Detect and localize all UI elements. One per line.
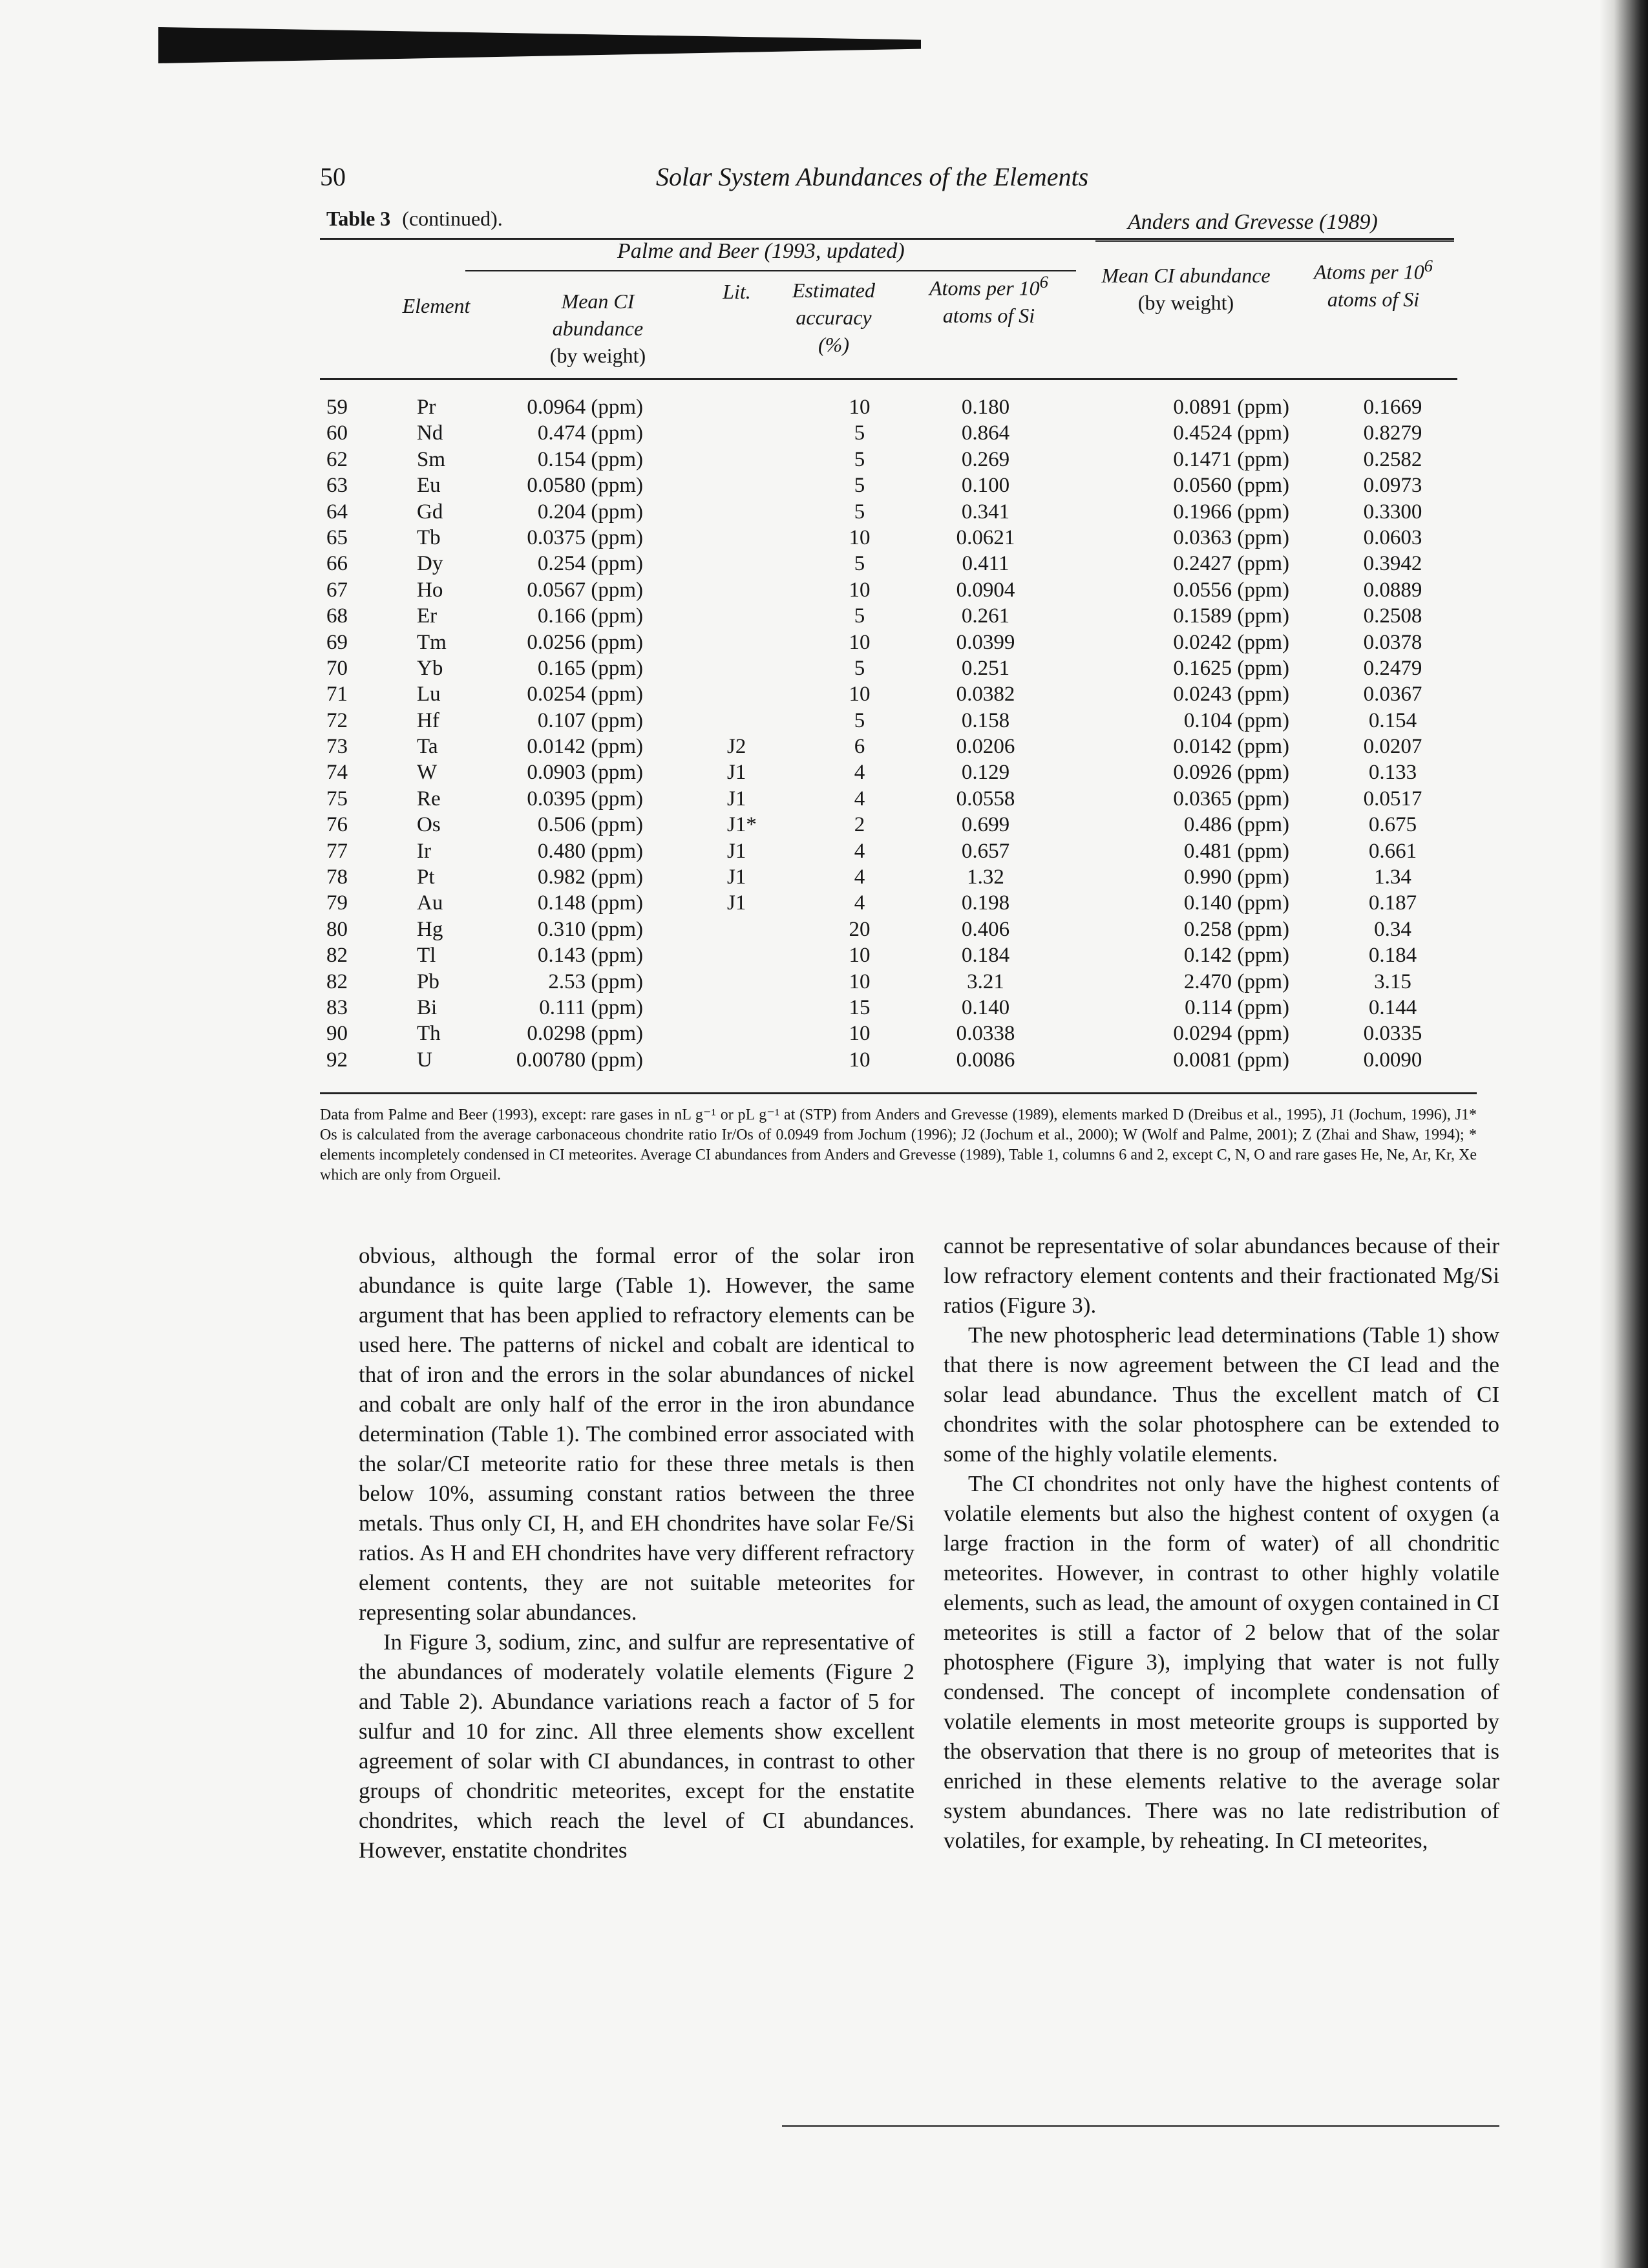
mean-ci-cell: 0.0375 (ppm) xyxy=(527,525,643,549)
element-cell: Nd xyxy=(417,421,443,445)
col-head-ag-atoms xyxy=(1289,252,1457,313)
accuracy-cell: 10 xyxy=(849,944,871,968)
accuracy-cell: 5 xyxy=(854,656,865,680)
ag-atoms-per-si-cell: 1.34 xyxy=(1374,865,1411,889)
atoms-per-si-cell: 0.341 xyxy=(961,500,1010,524)
table-row xyxy=(320,472,1499,498)
atoms-per-si-cell: 0.0558 xyxy=(956,787,1015,811)
col-head-lit: Lit. xyxy=(723,280,751,303)
running-head xyxy=(320,162,1499,200)
element-cell: Lu xyxy=(417,683,441,706)
col-head-mean-text: Mean CI abundance xyxy=(552,290,644,340)
element-cell: Os xyxy=(417,813,441,837)
lit-cell: J1 xyxy=(727,787,746,811)
element-cell: Pr xyxy=(417,396,436,419)
element-cell: Ho xyxy=(417,578,443,602)
ag-mean-ci-cell: 0.0365 (ppm) xyxy=(1173,787,1289,811)
page xyxy=(320,116,1499,2004)
mean-ci-cell: 0.143 (ppm) xyxy=(537,944,643,968)
table-row xyxy=(320,890,1499,916)
table-row xyxy=(320,603,1499,629)
ag-mean-ci-cell: 0.0294 (ppm) xyxy=(1173,1022,1289,1046)
mean-ci-cell: 0.107 (ppm) xyxy=(537,708,643,732)
atomic-number-cell: 77 xyxy=(326,839,348,863)
atomic-number-cell: 80 xyxy=(326,917,348,941)
atoms-per-si-cell: 3.21 xyxy=(967,970,1004,993)
paragraph: cannot be representative of solar abundances because of their low refractory element contents and their fractionated Mg/Si ratios (Figure 3). xyxy=(944,1233,1499,1318)
atoms-per-si-cell: 0.864 xyxy=(961,421,1010,445)
accuracy-cell: 10 xyxy=(849,1022,871,1046)
mean-ci-cell: 2.53 (ppm) xyxy=(548,970,643,993)
mean-ci-cell: 0.506 (ppm) xyxy=(537,813,643,837)
atomic-number-cell: 70 xyxy=(326,656,348,680)
mean-ci-cell: 0.310 (ppm) xyxy=(537,917,643,941)
bottom-rule xyxy=(782,2125,1499,2127)
ag-atoms-per-si-cell: 0.675 xyxy=(1368,813,1417,837)
table-row xyxy=(320,681,1499,707)
paragraph: obvious, although the formal error of the solar iron abundance is quite large (Table 1). However, the same argument that has been applied to refractory elements can be used here. The patterns of nickel and cobalt are identical to that of iron and the errors in the solar abundances of nickel and cobalt are only half of the error in the iron abundance determination (Table 1). The combined error associated with the solar/CI meteorite ratio for these three metals is then below 10%, assuming constant ratios between the three metals. Thus only CI, H, and EH chondrites have solar Fe/Si ratios. As H and EH chondrites have very different refractory element contents, they are not suitable meteorites for representing solar abundances. xyxy=(359,1243,914,1625)
col-head-accuracy xyxy=(769,277,898,358)
ag-atoms-per-si-cell: 0.187 xyxy=(1368,891,1417,915)
table-footnote: Data from Palme and Beer (1993), except: rare gases in nL g⁻¹ or pL g⁻¹ at (STP) from Anders and Grevesse (1989), elements marked D (Dreibus et al., 1995), J1 (Jochum, 1996), J1* Os is calculated from the average carbonaceous chondrite ratio Ir/Os of 0.0949 from Jochum (1996); J2 (Jochum et al., 2000); W (Wolf and Palme, 2001); Z (Zhai and Shaw, 1994); * elements incompletely condensed in CI meteorites. Average CI abundances from Anders and Grevesse (1989), Table 1, columns 6 and 2, except C, N, O and rare gases He, Ne, Ar, Kr, Xe which are only from Orgueil. xyxy=(320,1107,1477,1183)
mean-ci-cell: 0.0903 (ppm) xyxy=(527,761,643,785)
atoms-per-si-cell: 0.140 xyxy=(961,995,1010,1019)
element-cell: Dy xyxy=(417,552,443,576)
ag-atoms-per-si-cell: 0.2508 xyxy=(1363,604,1422,628)
mean-ci-cell: 0.474 (ppm) xyxy=(537,421,643,445)
atoms-per-si-cell: 0.129 xyxy=(961,761,1010,785)
accuracy-cell: 20 xyxy=(849,917,871,941)
atomic-number-cell: 90 xyxy=(326,1022,348,1046)
mean-ci-cell: 0.148 (ppm) xyxy=(537,891,643,915)
element-cell: Bi xyxy=(417,995,438,1019)
table-label: Table 3 xyxy=(326,207,391,230)
ag-mean-ci-cell: 0.140 (ppm) xyxy=(1183,891,1289,915)
table-row xyxy=(320,995,1499,1021)
atoms-per-si-cell: 0.180 xyxy=(961,396,1010,419)
table-row xyxy=(320,864,1499,890)
accuracy-cell: 10 xyxy=(849,970,871,993)
accuracy-cell: 6 xyxy=(854,735,865,759)
ag-mean-ci-cell: 0.0243 (ppm) xyxy=(1173,683,1289,706)
ag-atoms-per-si-cell: 0.2479 xyxy=(1363,656,1422,680)
atoms-per-si-cell: 0.0621 xyxy=(956,525,1015,549)
ag-atoms-per-si-cell: 0.0973 xyxy=(1363,474,1422,498)
mean-ci-cell: 0.254 (ppm) xyxy=(537,552,643,576)
lit-cell: J1 xyxy=(727,891,746,915)
ag-atoms-per-si-cell: 0.0207 xyxy=(1363,735,1422,759)
ag-mean-ci-cell: 0.0891 (ppm) xyxy=(1173,396,1289,419)
ag-atoms-per-si-cell: 0.0335 xyxy=(1363,1022,1422,1046)
atoms-per-si-cell: 0.411 xyxy=(962,552,1009,576)
atomic-number-cell: 74 xyxy=(326,761,348,785)
element-cell: Sm xyxy=(417,447,446,471)
atoms-per-si-cell: 0.184 xyxy=(961,944,1010,968)
accuracy-cell: 4 xyxy=(854,761,865,785)
accuracy-cell: 15 xyxy=(849,995,871,1019)
group-head-palme: Palme and Beer (1993, updated) xyxy=(617,239,905,263)
page-number: 50 xyxy=(320,162,346,191)
table-body xyxy=(320,394,1499,1073)
ag-atoms-per-si-cell: 0.184 xyxy=(1368,944,1417,968)
ag-atoms-per-si-cell: 0.661 xyxy=(1368,839,1417,863)
element-cell: Pb xyxy=(417,970,439,993)
element-cell: Er xyxy=(417,604,438,628)
atoms-per-si-cell: 0.406 xyxy=(961,917,1010,941)
table-bottom-rule xyxy=(320,1092,1477,1094)
element-cell: Tl xyxy=(417,944,436,968)
ag-mean-ci-cell: 0.0556 (ppm) xyxy=(1173,578,1289,602)
ag-mean-ci-cell: 0.486 (ppm) xyxy=(1183,813,1289,837)
atoms-per-si-cell: 0.100 xyxy=(961,474,1010,498)
element-cell: Ir xyxy=(417,839,431,863)
element-cell: U xyxy=(417,1048,432,1072)
lit-cell: J2 xyxy=(727,735,746,759)
atomic-number-cell: 79 xyxy=(326,891,348,915)
atomic-number-cell: 75 xyxy=(326,787,348,811)
paragraph: In Figure 3, sodium, zinc, and sulfur are representative of the abundances of moderately volatile elements (Figure 2 and Table 2). Abundance variations reach a factor of 5 for sulfur and 10 for zinc. All three elements show excellent agreement of solar with CI abundances, in contrast to other groups of chondritic meteorites, except for the enstatite chondrites, which reach the level of CI abundances. However, enstatite chondrites xyxy=(359,1629,914,1863)
ag-atoms-per-si-cell: 0.0603 xyxy=(1363,525,1422,549)
atomic-number-cell: 62 xyxy=(326,447,348,471)
table-row xyxy=(320,759,1499,785)
element-cell: Tb xyxy=(417,525,441,549)
ag-mean-ci-cell: 0.0926 (ppm) xyxy=(1173,761,1289,785)
mean-ci-cell: 0.982 (ppm) xyxy=(537,865,643,889)
atoms-per-si-cell: 0.158 xyxy=(961,708,1010,732)
mean-ci-cell: 0.00780 (ppm) xyxy=(516,1048,643,1072)
atomic-number-cell: 82 xyxy=(326,944,348,968)
atoms-per-si-cell: 0.0086 xyxy=(956,1048,1015,1072)
ag-mean-ci-cell: 0.0081 (ppm) xyxy=(1173,1048,1289,1072)
table-row xyxy=(320,708,1499,734)
atomic-number-cell: 69 xyxy=(326,630,348,654)
ag-mean-ci-cell: 0.1625 (ppm) xyxy=(1173,656,1289,680)
atomic-number-cell: 59 xyxy=(326,396,348,419)
col-head-ag-atoms-exp: 6 xyxy=(1424,256,1433,275)
col-head-accuracy-percent: (%) xyxy=(818,333,849,356)
paragraph: The new photospheric lead determinations (Table 1) show that there is now agreement between the CI lead and the solar lead abundance. Thus the excellent match of CI chondrites with the solar photosphere can be extended to some of the highly volatile elements. xyxy=(944,1322,1499,1467)
col-head-atoms-text: Atoms per 10 xyxy=(929,276,1040,300)
accuracy-cell: 10 xyxy=(849,630,871,654)
lit-cell: J1* xyxy=(727,813,757,837)
atoms-per-si-cell: 0.657 xyxy=(961,839,1010,863)
table-caption xyxy=(326,207,503,231)
ag-mean-ci-cell: 0.0242 (ppm) xyxy=(1173,630,1289,654)
col-head-element: Element xyxy=(402,294,470,317)
paragraph: The CI chondrites not only have the highest contents of volatile elements but also the highest content of oxygen (a large fraction in the form of water) of all chondritic meteorites. However, in contrast to other highly volatile elements, such as lead, the amount of oxygen contained in CI meteorites is still a factor of 2 below that of the solar photosphere (Figure 3), implying that water is not fully condensed. The concept of incomplete condensation of volatile elements in most meteorite groups is supported by the observation that there is no group of meteorites that is enriched in these elements relative to the average solar system abundances. There was no late redistribution of volatiles, for example, by reheating. In CI meteorites, xyxy=(944,1471,1499,1853)
col-head-atoms-exp: 6 xyxy=(1039,272,1048,291)
atomic-number-cell: 63 xyxy=(326,474,348,498)
ag-mean-ci-cell: 0.990 (ppm) xyxy=(1183,865,1289,889)
atomic-number-cell: 64 xyxy=(326,500,348,524)
table-row xyxy=(320,917,1499,942)
accuracy-cell: 5 xyxy=(854,474,865,498)
table-row xyxy=(320,551,1499,577)
table-row xyxy=(320,734,1499,759)
element-cell: Hf xyxy=(417,708,439,732)
col-head-ag-atoms-si: atoms of Si xyxy=(1327,287,1420,311)
mean-ci-cell: 0.0256 (ppm) xyxy=(527,630,643,654)
table-row xyxy=(320,1021,1499,1046)
mean-ci-cell: 0.0254 (ppm) xyxy=(527,683,643,706)
ag-atoms-per-si-cell: 0.3300 xyxy=(1363,500,1422,524)
accuracy-cell: 10 xyxy=(849,396,871,419)
atomic-number-cell: 73 xyxy=(326,735,348,759)
table-row xyxy=(320,577,1499,603)
accuracy-cell: 10 xyxy=(849,525,871,549)
mean-ci-cell: 0.204 (ppm) xyxy=(537,500,643,524)
atomic-number-cell: 76 xyxy=(326,813,348,837)
ag-atoms-per-si-cell: 0.34 xyxy=(1374,917,1411,941)
ag-mean-ci-cell: 0.0142 (ppm) xyxy=(1173,735,1289,759)
ag-atoms-per-si-cell: 0.3942 xyxy=(1363,552,1422,576)
col-head-ag-mean-weight: (by weight) xyxy=(1137,291,1234,314)
atoms-per-si-cell: 0.251 xyxy=(961,656,1010,680)
mean-ci-cell: 0.165 (ppm) xyxy=(537,656,643,680)
atoms-per-si-cell: 0.269 xyxy=(961,447,1010,471)
element-cell: Pt xyxy=(417,865,435,889)
element-cell: Yb xyxy=(417,656,443,680)
group-head-anders: Anders and Grevesse (1989) xyxy=(1128,210,1378,234)
mean-ci-cell: 0.0580 (ppm) xyxy=(527,474,643,498)
ag-mean-ci-cell: 0.481 (ppm) xyxy=(1183,839,1289,863)
atoms-per-si-cell: 0.0206 xyxy=(956,735,1015,759)
atoms-per-si-cell: 0.0338 xyxy=(956,1022,1015,1046)
table-row xyxy=(320,942,1499,968)
atomic-number-cell: 65 xyxy=(326,525,348,549)
accuracy-cell: 4 xyxy=(854,787,865,811)
atomic-number-cell: 71 xyxy=(326,683,348,706)
atomic-number-cell: 83 xyxy=(326,995,348,1019)
atoms-per-si-cell: 0.198 xyxy=(961,891,1010,915)
ag-mean-ci-cell: 2.470 (ppm) xyxy=(1183,970,1289,993)
accuracy-cell: 10 xyxy=(849,578,871,602)
table-row xyxy=(320,969,1499,995)
ag-atoms-per-si-cell: 0.0090 xyxy=(1363,1048,1422,1072)
element-cell: Tm xyxy=(417,630,447,654)
body-column-right xyxy=(944,1231,1499,1856)
running-title: Solar System Abundances of the Elements xyxy=(656,162,1089,191)
atoms-per-si-cell: 0.0399 xyxy=(956,630,1015,654)
accuracy-cell: 5 xyxy=(854,421,865,445)
ag-mean-ci-cell: 0.0363 (ppm) xyxy=(1173,525,1289,549)
table-row xyxy=(320,630,1499,655)
ag-atoms-per-si-cell: 0.0517 xyxy=(1363,787,1422,811)
atomic-number-cell: 60 xyxy=(326,421,348,445)
accuracy-cell: 5 xyxy=(854,708,865,732)
col-head-atoms-si: atoms of Si xyxy=(942,303,1035,327)
element-cell: Th xyxy=(417,1022,441,1046)
mean-ci-cell: 0.154 (ppm) xyxy=(537,447,643,471)
element-cell: Gd xyxy=(417,500,443,524)
col-head-accuracy-text: Estimated accuracy xyxy=(792,279,875,329)
atoms-per-si-cell: 1.32 xyxy=(967,865,1004,889)
ag-atoms-per-si-cell: 0.133 xyxy=(1368,761,1417,785)
ag-atoms-per-si-cell: 0.1669 xyxy=(1363,396,1422,419)
accuracy-cell: 5 xyxy=(854,447,865,471)
mean-ci-cell: 0.0142 (ppm) xyxy=(527,735,643,759)
ag-mean-ci-cell: 0.142 (ppm) xyxy=(1183,944,1289,968)
accuracy-cell: 4 xyxy=(854,891,865,915)
element-cell: W xyxy=(417,761,438,785)
accuracy-cell: 5 xyxy=(854,552,865,576)
table-row xyxy=(320,655,1499,681)
ag-mean-ci-cell: 0.2427 (ppm) xyxy=(1173,552,1289,576)
table-continued: (continued). xyxy=(402,207,503,230)
table-row xyxy=(320,447,1499,472)
col-head-ag-atoms-text: Atoms per 10 xyxy=(1314,260,1424,284)
ag-atoms-per-si-cell: 0.8279 xyxy=(1363,421,1422,445)
atoms-per-si-cell: 0.0382 xyxy=(956,683,1015,706)
accuracy-cell: 4 xyxy=(854,839,865,863)
ag-atoms-per-si-cell: 0.0367 xyxy=(1363,683,1422,706)
mean-ci-cell: 0.111 (ppm) xyxy=(539,995,643,1019)
element-cell: Hg xyxy=(417,917,443,941)
mean-ci-cell: 0.0298 (ppm) xyxy=(527,1022,643,1046)
mean-ci-cell: 0.0964 (ppm) xyxy=(527,396,643,419)
col-head-mean-weight: (by weight) xyxy=(549,344,646,367)
col-head-atoms xyxy=(905,268,1073,329)
element-cell: Au xyxy=(417,891,443,915)
atomic-number-cell: 72 xyxy=(326,708,348,732)
lit-cell: J1 xyxy=(727,839,746,863)
ag-mean-ci-cell: 0.1966 (ppm) xyxy=(1173,500,1289,524)
table-row xyxy=(320,812,1499,838)
ag-mean-ci-cell: 0.1471 (ppm) xyxy=(1173,447,1289,471)
atoms-per-si-cell: 0.261 xyxy=(961,604,1010,628)
element-cell: Ta xyxy=(417,735,438,759)
table-row xyxy=(320,786,1499,812)
element-cell: Eu xyxy=(417,474,441,498)
accuracy-cell: 5 xyxy=(854,604,865,628)
mean-ci-cell: 0.0395 (ppm) xyxy=(527,787,643,811)
group-rule-right xyxy=(1095,240,1454,242)
ag-atoms-per-si-cell: 0.2582 xyxy=(1363,447,1422,471)
atomic-number-cell: 68 xyxy=(326,604,348,628)
mean-ci-cell: 0.0567 (ppm) xyxy=(527,578,643,602)
table-row xyxy=(320,525,1499,551)
accuracy-cell: 2 xyxy=(854,813,865,837)
body-column-left xyxy=(359,1241,914,1865)
atomic-number-cell: 66 xyxy=(326,552,348,576)
atomic-number-cell: 92 xyxy=(326,1048,348,1072)
col-head-ag-mean xyxy=(1095,262,1276,316)
ag-mean-ci-cell: 0.1589 (ppm) xyxy=(1173,604,1289,628)
accuracy-cell: 10 xyxy=(849,1048,871,1072)
ag-mean-ci-cell: 0.4524 (ppm) xyxy=(1173,421,1289,445)
table-row xyxy=(320,420,1499,446)
ag-atoms-per-si-cell: 0.144 xyxy=(1368,995,1417,1019)
ag-atoms-per-si-cell: 0.0889 xyxy=(1363,578,1422,602)
table-row xyxy=(320,1047,1499,1073)
element-cell: Re xyxy=(417,787,441,811)
atomic-number-cell: 67 xyxy=(326,578,348,602)
atomic-number-cell: 82 xyxy=(326,970,348,993)
ag-mean-ci-cell: 0.258 (ppm) xyxy=(1183,917,1289,941)
atomic-number-cell: 78 xyxy=(326,865,348,889)
accuracy-cell: 5 xyxy=(854,500,865,524)
ag-mean-ci-cell: 0.104 (ppm) xyxy=(1183,708,1289,732)
ag-mean-ci-cell: 0.0560 (ppm) xyxy=(1173,474,1289,498)
ag-mean-ci-cell: 0.114 (ppm) xyxy=(1185,995,1289,1019)
mean-ci-cell: 0.166 (ppm) xyxy=(537,604,643,628)
accuracy-cell: 10 xyxy=(849,683,871,706)
scan-shadow-right xyxy=(1600,0,1648,2268)
ag-atoms-per-si-cell: 0.0378 xyxy=(1363,630,1422,654)
table-row xyxy=(320,394,1499,420)
lit-cell: J1 xyxy=(727,761,746,785)
header-rule xyxy=(320,378,1457,380)
ag-atoms-per-si-cell: 3.15 xyxy=(1374,970,1411,993)
col-head-mean xyxy=(520,288,675,369)
table-row xyxy=(320,838,1499,864)
scan-shadow-top xyxy=(158,27,921,63)
ag-atoms-per-si-cell: 0.154 xyxy=(1368,708,1417,732)
col-head-ag-mean-text: Mean CI abundance xyxy=(1101,264,1271,287)
atoms-per-si-cell: 0.699 xyxy=(961,813,1010,837)
mean-ci-cell: 0.480 (ppm) xyxy=(537,839,643,863)
accuracy-cell: 4 xyxy=(854,865,865,889)
lit-cell: J1 xyxy=(727,865,746,889)
atoms-per-si-cell: 0.0904 xyxy=(956,578,1015,602)
table-row xyxy=(320,499,1499,525)
